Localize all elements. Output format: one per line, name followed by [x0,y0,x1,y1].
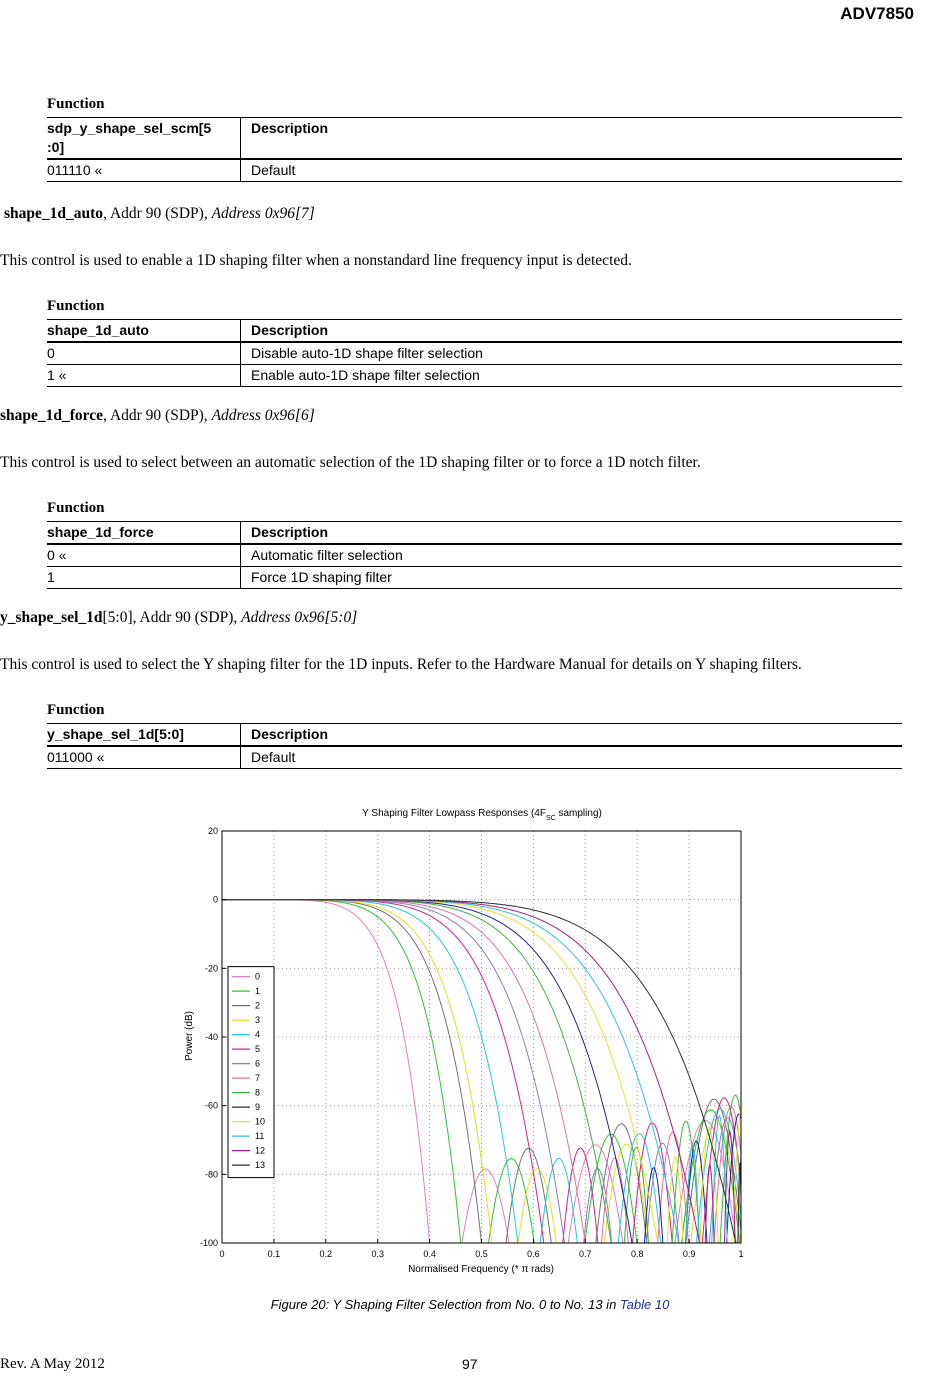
control-heading [4,205,315,223]
legend-label-9: 9 [255,1102,261,1113]
table-header-field: shape_1d_force [47,522,241,545]
register-table [47,319,902,387]
table-link[interactable]: Table 10 [619,1297,670,1312]
x-tick-label: 0.2 [319,1249,333,1259]
y-tick-label: -80 [204,1169,218,1180]
caption-text: Figure 20: Y Shaping Filter Selection from No. 0 to No. 13 in [270,1297,620,1312]
y-tick-label: -20 [204,963,218,974]
table-row [47,159,902,182]
legend-label-1: 1 [255,986,261,997]
document-title: ADV7850 [840,4,914,23]
plot-area [200,826,744,1260]
legend-label-2: 2 [255,1000,261,1011]
y-tick-label: -100 [199,1238,218,1248]
function-label: Function [47,702,105,718]
legend-label-11: 11 [255,1131,265,1142]
table-cell-value: 1 [47,567,241,589]
table-header-field: sdp_y_shape_sel_scm[5 :0] [47,118,241,160]
chart-title: Y Shaping Filter Lowpass Responses ($4F_{SC}$ sampling) [362,808,602,822]
table-header-description: Description [241,724,903,747]
legend-label-13: 13 [255,1160,266,1171]
table-cell-description: Default [241,746,903,769]
table-cell-description: Disable auto-1D shape filter selection [241,342,903,365]
legend-box [228,967,274,1178]
x-tick-label: 0.6 [527,1249,540,1259]
revision-footer: Rev. A May 2012 [0,1356,105,1372]
control-address: Address 0x96[7] [211,205,315,222]
control-bits: [5:0] [102,609,133,626]
legend-label-0: 0 [255,971,261,982]
control-addr: , Addr 90 (SDP), [103,407,212,424]
table-header-row [47,724,902,747]
figure-caption [0,1297,940,1312]
y-axis-label: Power (dB) [184,1010,195,1062]
table-cell-value: 1 « [47,365,241,387]
table-header-description: Description [241,118,903,160]
table-header-field: shape_1d_auto [47,320,241,343]
table-row [47,746,902,769]
table-header-row [47,320,902,343]
legend-label-7: 7 [255,1073,261,1084]
page-number: 97 [462,1356,478,1372]
y-tick-label: -40 [204,1032,218,1042]
control-addr: , Addr 90 (SDP), [132,609,242,626]
legend-label-5: 5 [255,1044,261,1055]
table-cell-description: Force 1D shaping filter [241,567,903,589]
legend-label-4: 4 [255,1029,261,1040]
table-header-row [47,522,902,545]
y-tick-label: 20 [207,826,218,836]
control-heading [0,609,357,627]
control-address: Address 0x96[6] [211,407,315,424]
control-description: This control is used to select between an automatic selection of the 1D shaping filter or to force a 1D notch filter. [0,454,701,471]
y-tick-label: 0 [212,894,218,905]
table-header-row [47,118,902,160]
table-row [47,567,902,589]
control-description: This control is used to enable a 1D shaping filter when a nonstandard line frequency input is detected. [0,252,632,269]
function-label: Function [47,500,105,516]
table-row [47,342,902,365]
table-cell-value: 011000 « [47,746,241,769]
x-tick-label: 0.9 [682,1249,696,1259]
x-tick-label: 0.3 [371,1249,384,1259]
x-tick-label: 0 [219,1249,225,1259]
control-name: y_shape_sel_1d [0,609,103,626]
table-row [47,365,902,387]
control-addr: , Addr 90 (SDP), [103,205,212,222]
x-tick-label: 0.1 [267,1249,281,1259]
register-table [47,117,902,182]
legend-label-6: 6 [255,1058,261,1069]
table-cell-description: Default [241,159,903,182]
table-cell-value: 011110 « [47,159,241,182]
table-header-description: Description [241,320,903,343]
table-header-field: y_shape_sel_1d[5:0] [47,724,241,747]
x-tick-label: 0.8 [630,1249,644,1259]
table-header-description: Description [241,522,903,545]
control-address: Address 0x96[5:0] [241,609,358,626]
register-table [47,521,902,589]
x-axis-label: Normalised Frequency (* π rads) [408,1264,554,1275]
control-name: shape_1d_auto [4,205,104,222]
table-cell-description: Automatic filter selection [241,544,903,567]
table-cell-description: Enable auto-1D shape filter selection [241,365,903,387]
x-tick-label: 1 [738,1249,744,1259]
legend-label-8: 8 [255,1087,261,1098]
register-table [47,723,902,769]
table-row [47,544,902,567]
function-label: Function [47,298,105,314]
table-cell-value: 0 « [47,544,241,567]
legend-label-10: 10 [255,1116,266,1127]
legend-label-3: 3 [255,1015,261,1026]
filter-response-chart [176,800,766,1280]
x-tick-label: 0.5 [475,1249,488,1259]
legend-label-12: 12 [255,1145,266,1156]
table-cell-value: 0 [47,342,241,365]
x-tick-label: 0.7 [579,1249,592,1259]
control-heading [0,407,315,425]
function-label: Function [47,96,105,112]
control-name: shape_1d_force [0,407,104,424]
control-description: This control is used to select the Y shaping filter for the 1D inputs. Refer to the Hardware Manual for details on Y shaping filters. [0,656,802,673]
y-tick-label: -60 [204,1100,218,1111]
x-tick-label: 0.4 [423,1249,436,1259]
